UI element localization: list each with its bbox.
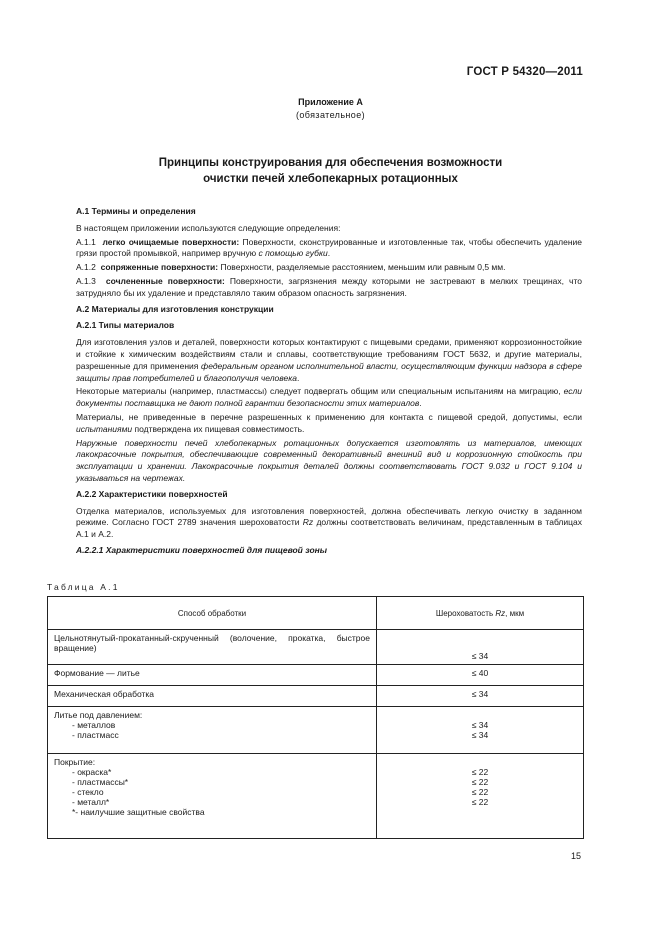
paragraph-a22-1: Отделка материалов, используемых для изготовления поверхностей, должна обеспечивать легкую очистку в заданном режиме. Согласно ГОСТ 2789 значения шероховатости Rz должны соответствовать величинам, представленным в таблицах А.1 и А.2. bbox=[76, 505, 582, 540]
section-a1-heading: А.1 Термины и определения bbox=[76, 206, 196, 216]
table-row bbox=[48, 686, 584, 707]
table-cell-method: Цельнотянутый-прокатанный-скрученный (волочение, прокатка, быстрое вращение) bbox=[48, 630, 377, 665]
table-header-row bbox=[48, 597, 584, 630]
section-a22-heading: А.2.2 Характеристики поверхностей bbox=[76, 488, 228, 499]
table-cell-value: ≤ 40 bbox=[377, 665, 584, 686]
standard-code: ГОСТ Р 54320—2011 bbox=[466, 66, 583, 78]
paragraph-a21-1: Для изготовления узлов и деталей, поверхности которых контактируют с пищевыми средами, применяют коррозионностойкие и стойкие к химическим воздействиям стали и сплавы, соответствующие требованиям ГОСТ 5632, и другие материалы, разрешенные для применения федеральным органом исполнительной власти, осуществляющим функции надзора в сфере защиты прав потребителей и благополучия человека. bbox=[76, 337, 582, 383]
appendix-label: Приложение А bbox=[298, 97, 363, 107]
table-row bbox=[48, 665, 584, 686]
table-row bbox=[48, 630, 584, 665]
definition-a12: А.1.2 сопряженные поверхности: Поверхности, разделяемые расстоянием, меньшим или равным 0,5 мм. bbox=[76, 262, 506, 273]
term-mating: сопряженные поверхности: bbox=[100, 262, 219, 273]
term-jointed: сочлененные поверхности: bbox=[105, 275, 225, 286]
table-cell-value: ≤ 22 ≤ 22 ≤ 22 ≤ 22 bbox=[377, 754, 584, 839]
paragraph-a21-2: Некоторые материалы (например, пластмассы) следует подвергать общим или специальным испытаниям на миграцию, если документы поставщика не дают полной гарантии безопасности этих материалов. bbox=[76, 386, 582, 409]
paragraph-a21-4: Наружные поверхности печей хлебопекарных ротационных допускается изготовлять из материалов, имеющих лакокрасочные покрытия, обеспечивающие современный декоративный внешний вид и коррозионную стойкость при эксплуатации и хранении. Лакокрасочные покрытия деталей должны соответствовать ГОСТ 9.032 и ГОСТ 9.104 и указываться на чертежах. bbox=[76, 437, 582, 483]
term-easy-clean: легко очищаемые поверхности: bbox=[102, 236, 240, 247]
table-cell-method: Формование — литье bbox=[48, 665, 377, 686]
header-roughness: Шероховатость Rz, мкм bbox=[377, 597, 584, 630]
page-number: 15 bbox=[570, 851, 581, 861]
roughness-table bbox=[47, 596, 584, 839]
definition-a13: А.1.3 сочлененные поверхности: Поверхности, загрязнения между которыми не застревают в мелких трещинах, что затрудняло бы их удаление и представляло таким образом опасность загрязнения. bbox=[76, 275, 582, 298]
definition-a11: А.1.1 легко очищаемые поверхности: Поверхности, сконструированные и изготовленные так, чтобы обеспечить удаление грязи простой промывкой, например вручную с помощью губки. bbox=[76, 236, 582, 259]
section-a21-heading: А.2.1 Типы материалов bbox=[76, 320, 175, 331]
section-a1-intro: В настоящем приложении используются следующие определения: bbox=[76, 222, 341, 233]
table-cell-method: Покрытие: - окраска* - пластмассы* - стекло - металл* *- наилучшие защитные свойства bbox=[48, 754, 377, 839]
table-cell-value: ≤ 34 ≤ 34 bbox=[377, 707, 584, 754]
body-text bbox=[76, 202, 582, 562]
table-cell-method: Механическая обработка bbox=[48, 686, 377, 707]
appendix-title-line1: Принципы конструирования для обеспечения возможности bbox=[158, 157, 503, 169]
section-a2-heading: А.2 Материалы для изготовления конструкции bbox=[76, 303, 274, 314]
appendix-title-line2: очистки печей хлебопекарных ротационных bbox=[203, 173, 458, 185]
paragraph-a21-3: Материалы, не приведенные в перечне разрешенных к применению для контакта с пищевой средой, допустимы, если испытаниями подтверждена их пищевая совместимость. bbox=[76, 411, 582, 434]
header-processing-method: Способ обработки bbox=[48, 597, 377, 630]
table-cell-value: ≤ 34 bbox=[377, 686, 584, 707]
table-row bbox=[48, 754, 584, 839]
appendix-status: (обязательное) bbox=[295, 110, 365, 120]
table-cell-method: Литье под давлением: - металлов - пластмасс bbox=[48, 707, 377, 754]
table-row bbox=[48, 707, 584, 754]
table-label: Таблица А.1 bbox=[47, 582, 120, 592]
table-cell-value: ≤ 34 bbox=[377, 630, 584, 665]
section-a221-heading: А.2.2.1 Характеристики поверхностей для пищевой зоны bbox=[76, 544, 328, 555]
